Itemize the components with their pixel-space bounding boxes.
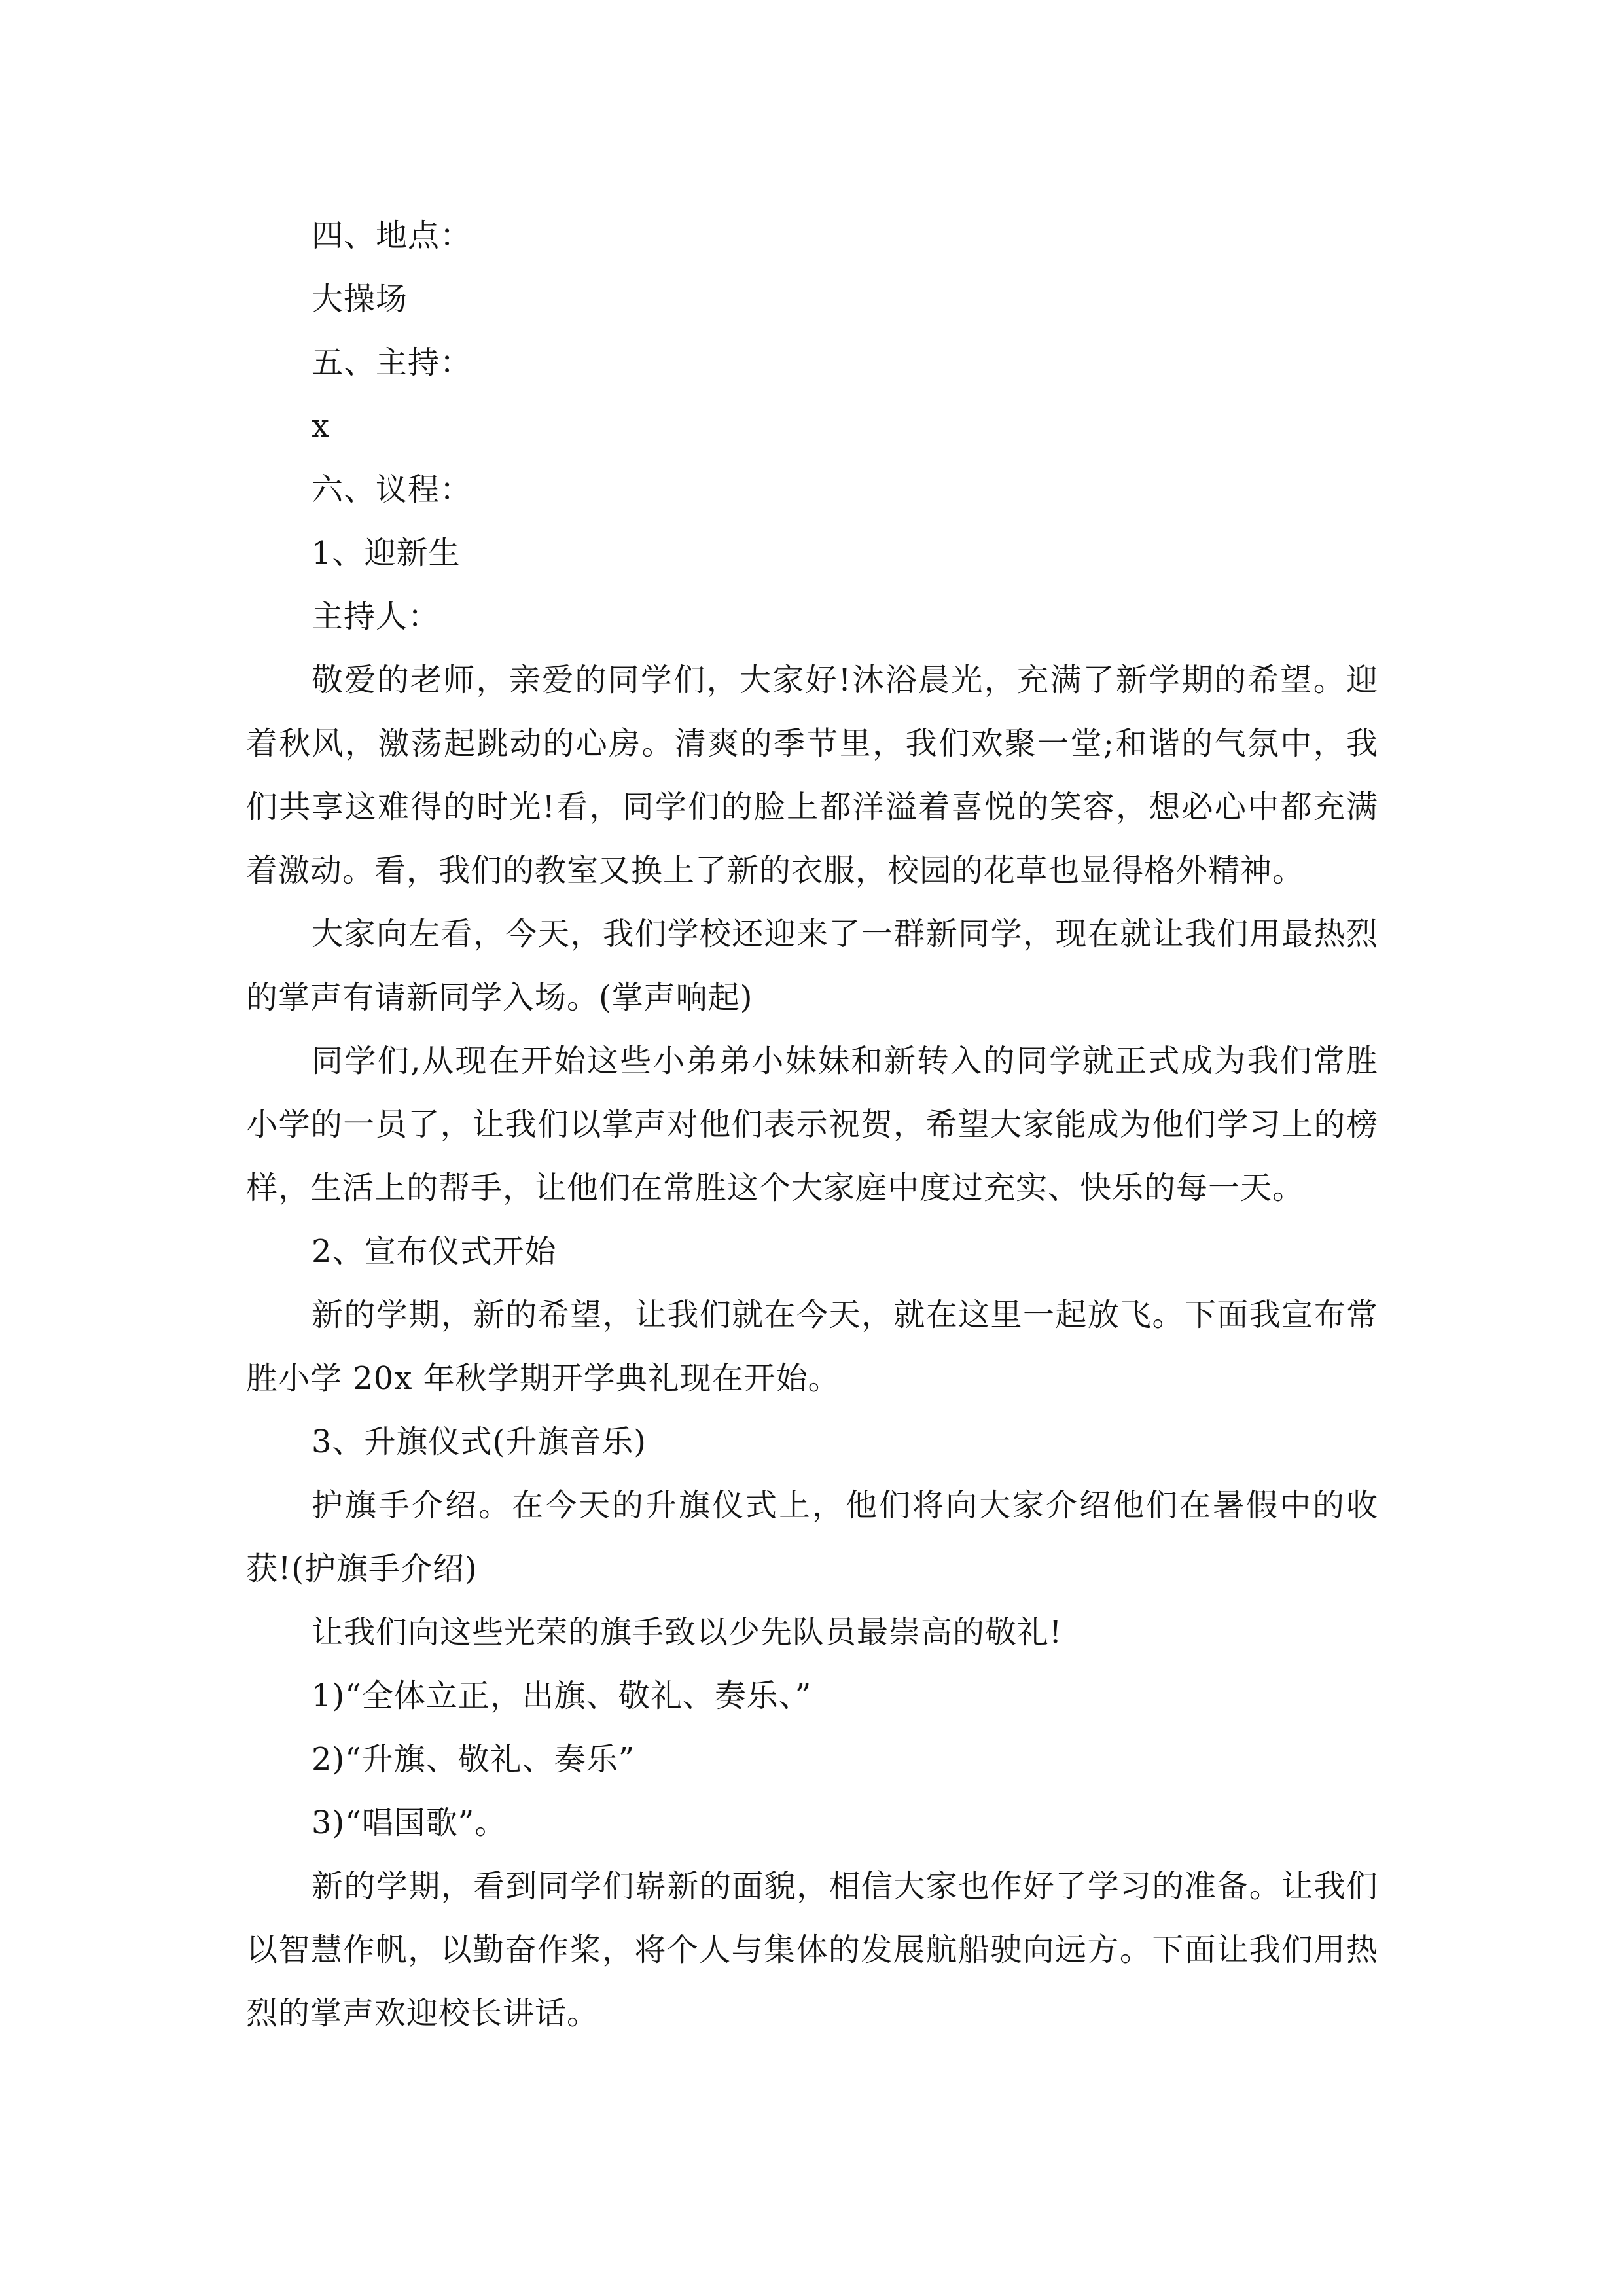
item2-heading: 2、宣布仪式开始 bbox=[312, 1233, 557, 1270]
host-value: x bbox=[312, 408, 330, 444]
paragraph-new-students: 大家向左看，今天，我们学校还迎来了一群新同学，现在就让我们用最热烈的掌声有请新同学入场。(掌声响起) bbox=[246, 916, 1378, 1016]
agenda-heading: 六、议程： bbox=[312, 471, 473, 508]
location-value: 大操场 bbox=[312, 281, 408, 317]
item1-heading: 1、迎新生 bbox=[312, 535, 461, 571]
paragraph-welcome: 敬爱的老师，亲爱的同学们，大家好!沐浴晨光，充满了新学期的希望。迎着秋风，激荡起跳动的心房。清爽的季节里，我们欢聚一堂;和谐的气氛中，我们共享这难得的时光!看，同学们的脸上都洋溢着喜悦的笑容，想必心中都充满着激动。看，我们的教室又换上了新的衣服，校园的花草也显得格外精神。 bbox=[246, 662, 1378, 889]
paragraph-congrats: 同学们,从现在开始这些小弟弟小妹妹和新转入的同学就正式成为我们常胜小学的一员了，让我们以掌声对他们表示祝贺，希望大家能成为他们学习上的榜样，生活上的帮手，让他们在常胜这个大家庭中度过充实、快乐的每一天。 bbox=[246, 1043, 1378, 1206]
paragraph-principal: 新的学期，看到同学们崭新的面貌，相信大家也作好了学习的准备。让我们以智慧作帆，以勤奋作桨，将个人与集体的发展航船驶向远方。下面让我们用热烈的掌声欢迎校长讲话。 bbox=[246, 1868, 1378, 2032]
step-2: 2)“升旗、敬礼、奏乐” bbox=[312, 1741, 635, 1778]
paragraph-announce: 新的学期，新的希望，让我们就在今天，就在这里一起放飞。下面我宣布常胜小学 20x 年秋学期开学典礼现在开始。 bbox=[246, 1297, 1378, 1397]
host-label: 主持人： bbox=[312, 598, 440, 635]
paragraph-salute: 让我们向这些光荣的旗手致以少先队员最崇高的敬礼! bbox=[312, 1614, 1063, 1651]
paragraph-flag-guards: 护旗手介绍。在今天的升旗仪式上，他们将向大家介绍他们在暑假中的收获!(护旗手介绍) bbox=[246, 1487, 1378, 1587]
step-3: 3)“唱国歌”。 bbox=[312, 1804, 507, 1841]
step-1: 1)“全体立正，出旗、敬礼、奏乐、” bbox=[312, 1677, 812, 1714]
document-body bbox=[246, 204, 1378, 2045]
location-heading: 四、地点： bbox=[312, 217, 473, 254]
host-heading: 五、主持： bbox=[312, 344, 473, 381]
item3-heading: 3、升旗仪式(升旗音乐) bbox=[312, 1424, 647, 1460]
